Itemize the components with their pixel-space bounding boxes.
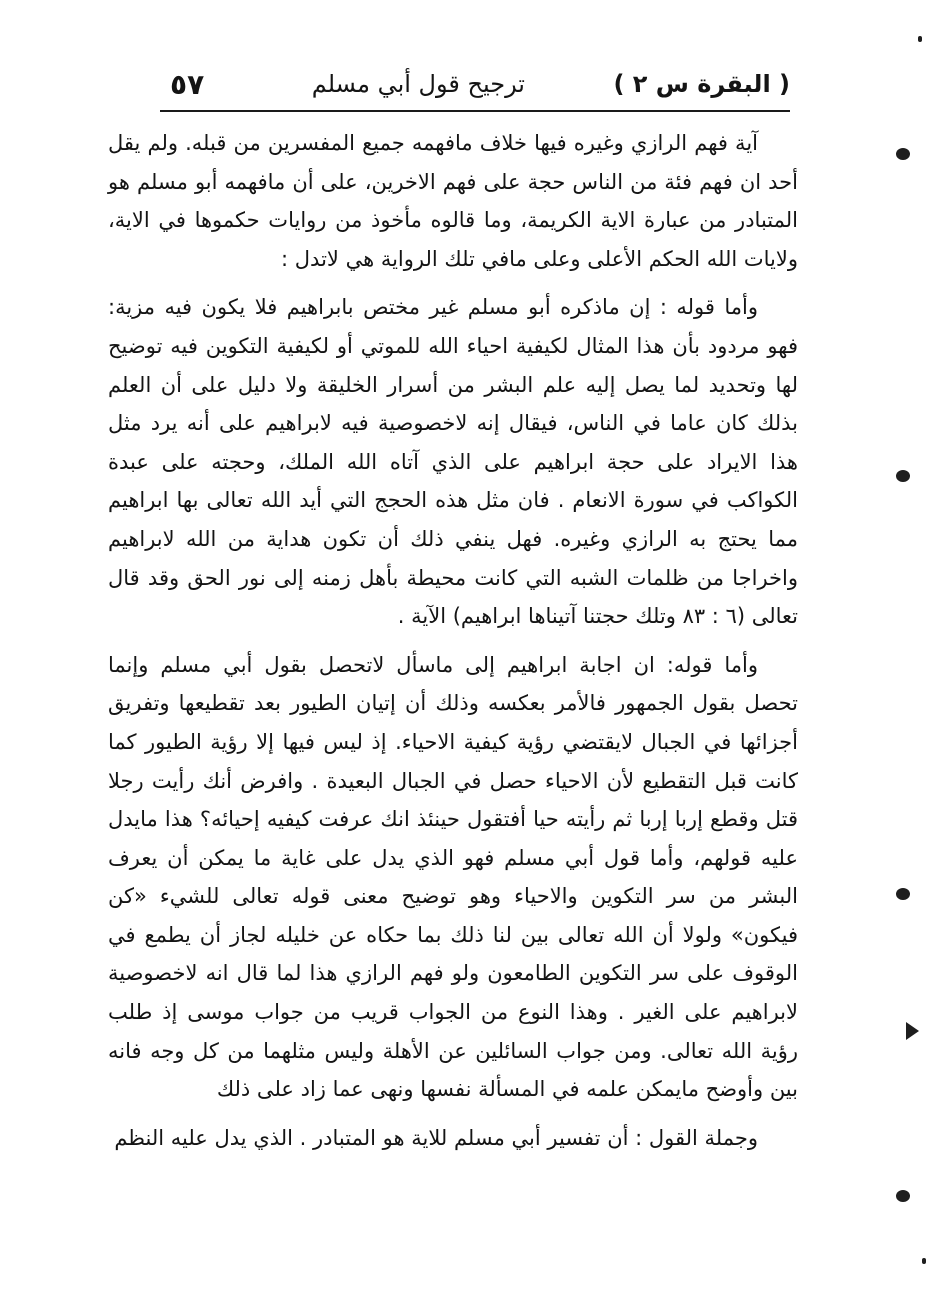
page-header (160, 66, 790, 106)
page-number: ٥٧ (170, 68, 205, 101)
header-title: ترجيح قول أبي مسلم (311, 70, 525, 98)
header-rule (160, 110, 790, 112)
paragraph: وأما قوله : إن ماذكره أبو مسلم غير مختص بابراهيم فلا يكون فيه مزية: فهو مردود بأن هذا المثال لكيفية احياء الله للموتي أو لكيفية التكوين فيه توضيح لها وتحديد لما يصل إليه علم البشر من أسرار الخليقة ولا دليل على أن العلم بذلك كان عاما في الناس، فيقال إنه لاخصوصية فيه لابراهيم على أنه يرد مثل هذا الايراد على حجة ابراهيم على الذي آتاه الله الملك، وحجته على عبدة الكواكب في سورة الانعام . فان مثل هذه الحجج التي أيد الله تعالى بها ابراهيم مما يحتج به الرازي وغيره. فهل ينفي ذلك أن تكون هداية من الله لابراهيم واخراجا من ظلمات الشبه التي كانت محيطة بأهل زمنه إلى نور الحق وقد قال تعالى (٦ : ٨٣ وتلك حجتنا آتيناها ابراهيم) الآية . (108, 295, 798, 629)
paragraph: وأما قوله: ان اجابة ابراهيم إلى ماسأل لاتحصل بقول أبي مسلم وإنما تحصل بقول الجمهور فالأمر بعكسه وذلك أن إتيان الطيور بعد تقطيعها وتفريق أجزائها في الجبال لايقتضي رؤية كيفية الاحياء. إذ ليس فيها إلا رؤية الطيور كما كانت قبل التقطيع لأن الاحياء حصل في الجبال البعيدة . وافرض أنك رأيت رجلا قتل وقطع إربا إربا ثم رأيته حيا أفتقول حينئذ انك عرفت كيفيه إحيائه؟ هذا مايدل عليه قولهم، وأما قول أبي مسلم فهو الذي يدل على غاية ما يمكن أن يعرف البشر من سر التكوين والاحياء وهو توضيح معنى قوله تعالى للشيء «كن فيكون» ولولا أن الله تعالى بين لنا ذلك بما حكاه عن خليله لجاز أن يطمع في الوقوف على سر التكوين الطامعون ولو فهم الرازي هذا لما قال انه لاخصوصية لابراهيم على الغير . وهذا النوع من الجواب قريب من جواب موسى إذ طلب رؤية الله تعالى. ومن جواب السائلين عن الأهلة وليس مثلهما من كل وجه فانه بين وأوضح مايمكن علمه في المسألة نفسها ونهى عما زاد على ذلك (108, 652, 798, 1102)
scan-mark (896, 148, 910, 160)
body-text (108, 124, 798, 1157)
scan-mark (906, 1022, 919, 1040)
scan-mark (918, 36, 922, 42)
paragraph: آية فهم الرازي وغيره فيها خلاف مافهمه جميع المفسرين من قبله. ولم يقل أحد ان فهم فئة من الناس حجة على فهم الاخرين، على أن مافهمه أبو مسلم هو المتبادر من عبارة الاية الكريمة، وما قالوه مأخوذ من روايات حكموها في الاية، ولايات الله الحكم الأعلى وعلى مافي تلك الرواية هي لاتدل : (108, 131, 798, 271)
scan-mark (922, 1258, 926, 1264)
surah-reference: ( البقرة س ٢ ) (613, 70, 790, 98)
scan-mark (896, 888, 910, 900)
scan-mark (896, 470, 910, 482)
scan-mark (896, 1190, 910, 1202)
paragraph: وجملة القول : أن تفسير أبي مسلم للاية هو المتبادر . الذي يدل عليه النظم (114, 1125, 758, 1150)
